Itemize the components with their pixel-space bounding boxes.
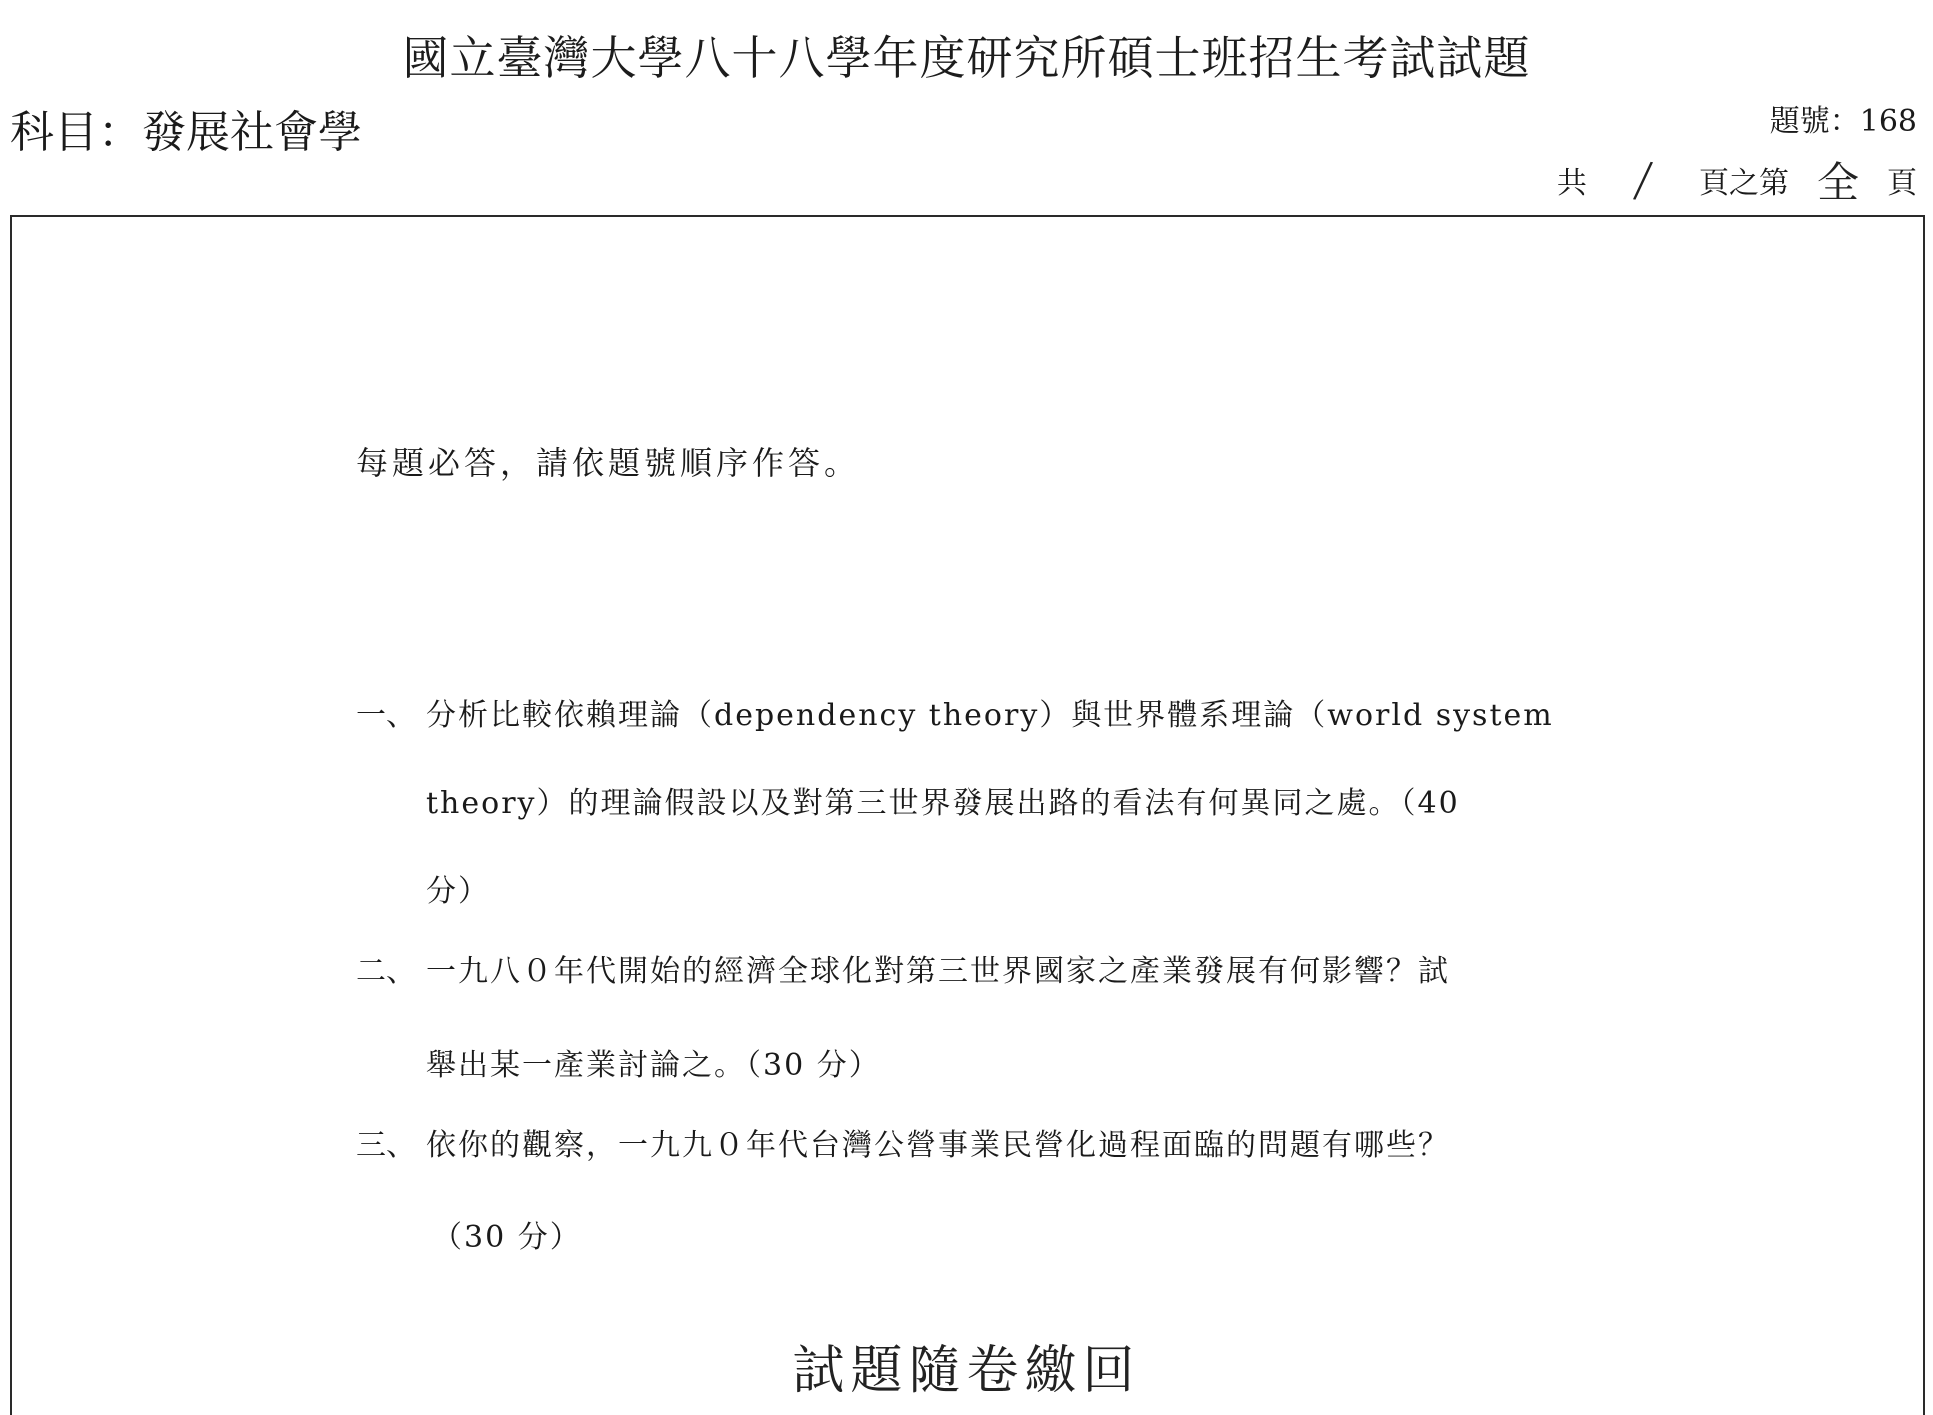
exam-subject: 科目：發展社會學 bbox=[10, 107, 362, 158]
page-info bbox=[1557, 150, 1917, 210]
question-1-prefix: 一、 bbox=[356, 698, 416, 733]
question-3-line-1 bbox=[356, 1120, 1450, 1164]
question-2-prefix: 二、 bbox=[356, 954, 416, 989]
question-3-line-2: （30 分） bbox=[432, 1220, 582, 1255]
page-current-handwritten: 全 bbox=[1816, 158, 1859, 207]
question-1-line-2: theory）的理論假設以及對第三世界發展出路的看法有何異同之處。（40 bbox=[426, 786, 1460, 821]
exam-title: 國立臺灣大學八十八學年度研究所碩士班招生考試試題 bbox=[402, 31, 1531, 85]
question-number: 題號：168 bbox=[1769, 104, 1917, 139]
page-total-prefix: 共 bbox=[1556, 166, 1587, 201]
page-middle-text: 頁之第 bbox=[1698, 166, 1789, 201]
question-1-line-1 bbox=[356, 690, 1554, 734]
question-2-line-2: 舉出某一產業討論之。（30 分） bbox=[426, 1048, 881, 1083]
question-3-text-1: 依你的觀察，一九九０年代台灣公營事業民營化過程面臨的問題有哪些？ bbox=[426, 1128, 1450, 1163]
page-total-handwritten: / bbox=[1630, 151, 1655, 209]
page-suffix: 頁 bbox=[1887, 166, 1917, 201]
question-1-line-3: 分） bbox=[426, 874, 490, 909]
question-3-prefix: 三、 bbox=[356, 1128, 416, 1163]
question-2-text-1: 一九八０年代開始的經濟全球化對第三世界國家之產業發展有何影響？試 bbox=[426, 954, 1450, 989]
question-1-text-1: 分析比較依賴理論（dependency theory）與世界體系理論（world system bbox=[426, 698, 1554, 733]
instructions: 每題必答，請依題號順序作答。 bbox=[356, 444, 861, 482]
return-with-paper-stamp: 試題隨卷繳回 bbox=[792, 1341, 1141, 1401]
question-2-line-1 bbox=[356, 946, 1450, 990]
